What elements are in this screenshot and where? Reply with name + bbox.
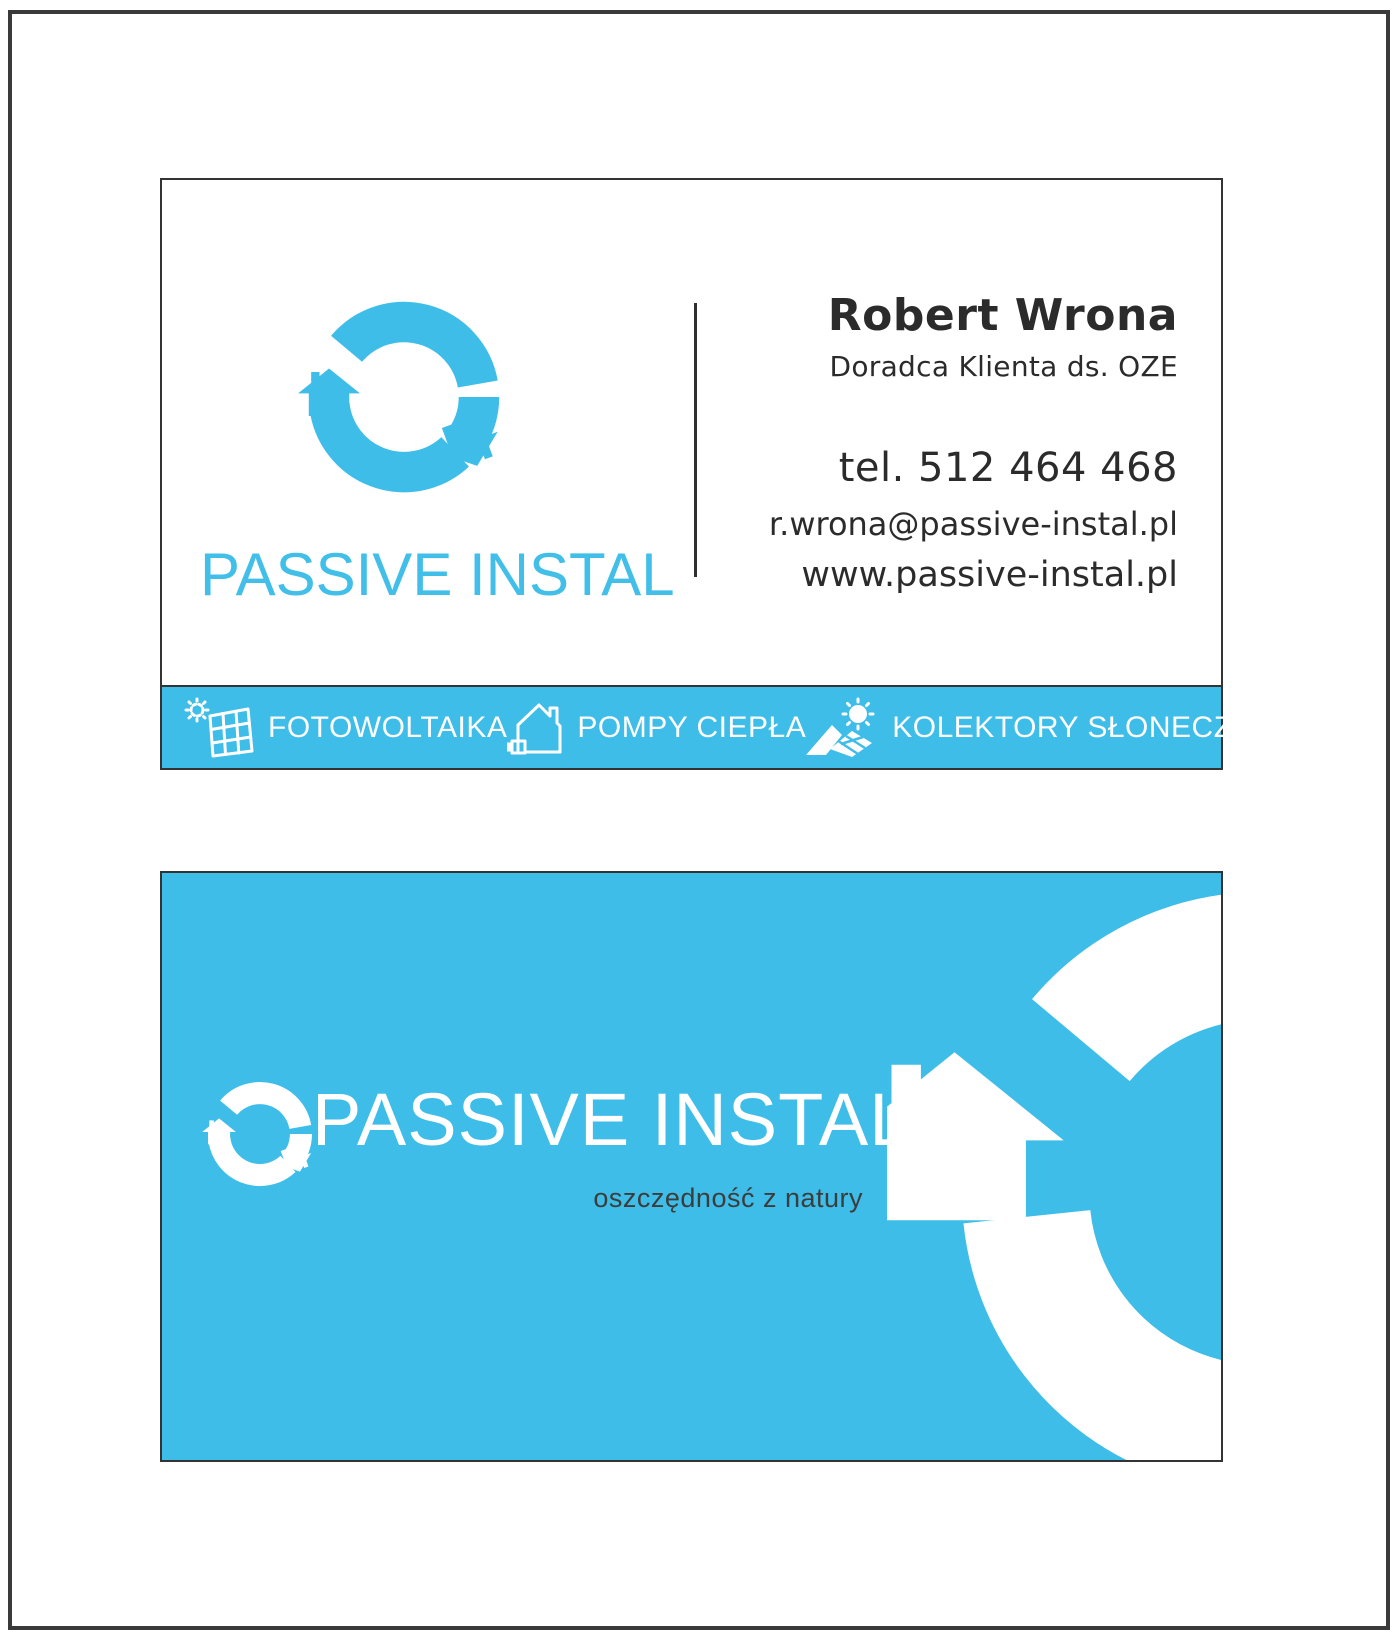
card-back — [160, 871, 1223, 1462]
service-label: FOTOWOLTAIKA — [268, 710, 508, 744]
passive-instal-logo-small-icon — [195, 1069, 325, 1199]
phone-number: tel. 512 464 468 — [838, 445, 1178, 492]
vertical-divider — [694, 303, 697, 577]
services-strip — [160, 685, 1276, 770]
service-kolektory-sloneczne — [806, 697, 1275, 759]
brand-wordmark: PASSIVE INSTAL — [200, 541, 675, 608]
service-label: KOLEKTORY SŁONECZNE — [892, 710, 1276, 744]
solar-panel-sun-icon — [184, 696, 256, 760]
heat-pump-house-icon — [507, 694, 565, 762]
service-label: POMPY CIEPŁA — [577, 710, 807, 744]
solar-collector-icon — [806, 697, 880, 759]
website-url: www.passive-instal.pl — [801, 555, 1178, 596]
email-address: r.wrona@passive-instal.pl — [768, 505, 1178, 544]
passive-instal-logo-large-icon — [887, 871, 1223, 1462]
person-name: Robert Wrona — [827, 290, 1178, 341]
brand-tagline: oszczędność z natury — [593, 1183, 863, 1213]
service-pompy-ciepla — [507, 694, 806, 762]
card-front — [160, 178, 1276, 770]
service-fotowoltaika — [184, 696, 507, 760]
contact-block — [769, 292, 1178, 595]
person-role: Doradca Klienta ds. OZE — [829, 350, 1178, 384]
passive-instal-logo-icon — [285, 278, 523, 516]
brand-wordmark: PASSIVE INSTAL — [312, 1078, 912, 1161]
